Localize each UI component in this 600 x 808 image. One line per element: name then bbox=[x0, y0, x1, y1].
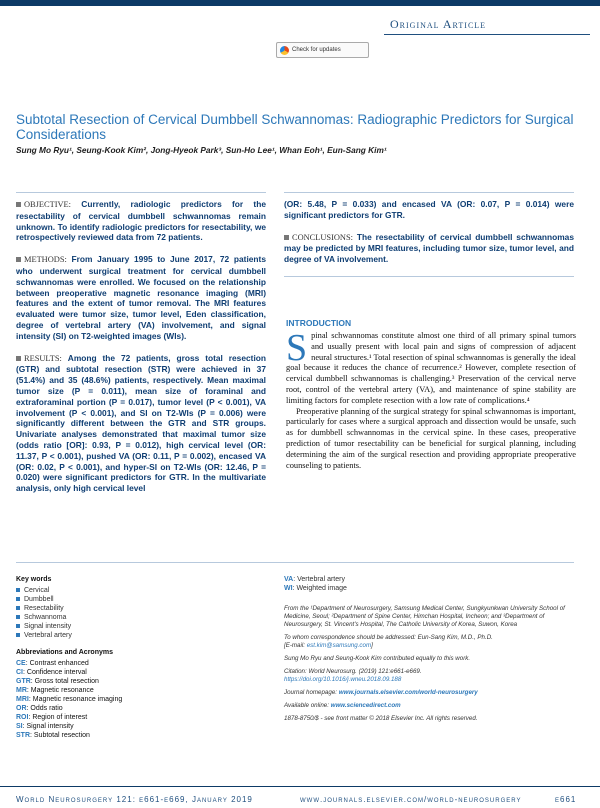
doi-link[interactable]: https://doi.org/10.1016/j.wneu.2018.09.188 bbox=[284, 676, 402, 683]
dropcap: S bbox=[286, 327, 308, 369]
keyword-item: Signal intensity bbox=[16, 622, 266, 631]
abbreviation-item: VA: Vertebral artery bbox=[284, 576, 345, 583]
abbreviation-item: CI: Confidence interval bbox=[16, 669, 87, 676]
abbreviations-heading: Abbreviations and Acronyms bbox=[16, 649, 113, 656]
bullet-icon bbox=[16, 606, 20, 610]
equal-contribution: Sung Mo Ryu and Seung-Kook Kim contributed equally to this work. bbox=[284, 655, 471, 662]
abstract-objective: OBJECTIVE: Currently, radiologic predictors for the resectability of cervical dumbbell schwannomas remain unknown. To identify radiologic predictors for resectability, we retrospectively reviewed data from 72 patients. bbox=[16, 199, 266, 243]
abstract-results-cont: (OR: 5.48, P = 0.033) and encased VA (OR: 0.07, P = 0.014) were significant predictors for GTR. bbox=[284, 199, 574, 220]
abbreviation-item: MRI: Magnetic resonance imaging bbox=[16, 696, 123, 703]
footer-url[interactable]: www.journals.elsevier.com/world-neurosurgery bbox=[300, 795, 522, 804]
keyword-item: Dumbbell bbox=[16, 595, 266, 604]
article-notes bbox=[284, 575, 574, 728]
abbreviation-item: GTR: Gross total resection bbox=[16, 678, 99, 685]
introduction-heading: INTRODUCTION bbox=[286, 318, 352, 328]
correspondence: To whom correspondence should be addressed: Eun-Sang Kim, M.D., Ph.D. [E-mail: est.kim@samsung.com] bbox=[284, 634, 493, 649]
article-title: Subtotal Resection of Cervical Dumbbell Schwannomas: Radiographic Predictors for Surgical Considerations bbox=[16, 112, 574, 142]
introduction-text: Spinal schwannomas constitute almost one third of all primary spinal tumors and usually present with local pain and signs of compression of adjacent neural structures.¹ Total resection of spinal schwannomas is generally the ideal goal because it reduces the chance of recurrence.² However, complete resection of cervical dumbbell schwannomas is challenging.³ Preservation of the cervical nerve root, control of the vertebral artery (VA), and maintenance of spine stability are limiting factors for complete resection with a low rate of complications.⁴ Preoperative planning of the surgical strategy for spinal schwannomas is important, particularly for cases where a surgical approach and dissection would be unsafe, such as for dumbbell schwannomas in the cervical spine. In these cases, preoperative prediction of tumor resectability can be beneficial for surgical planning, including determining the aim of the surgical resection and providing appropriate preoperative counseling to patients. bbox=[286, 327, 576, 470]
keyword-item: Resectability bbox=[16, 604, 266, 613]
footer-page: e661 bbox=[555, 795, 577, 804]
check-updates-label: Check for updates bbox=[292, 47, 341, 53]
footer-journal: World Neurosurgery 121: e661-e669, January 2019 bbox=[16, 795, 253, 804]
abstract-left bbox=[16, 192, 266, 505]
check-updates-button[interactable] bbox=[276, 42, 369, 58]
sciencedirect-link[interactable]: www.sciencedirect.com bbox=[330, 702, 401, 709]
available-online: Available online: www.sciencedirect.com bbox=[284, 702, 401, 709]
abbreviation-item: WI: Weighted image bbox=[284, 585, 347, 592]
abstract-methods: METHODS: From January 1995 to June 2017, 72 patients who underwent surgical treatment for cervical dumbbell schwannomas were enrolled. We focused on the relationship between preoperative magnetic resonance imaging (MRI) features and the extent of tumor removal. The MRI features evaluated were tumor size, tumor level, Eden classification, degree of vertebral artery (VA) involvement, and signal intensity (SI) on T2-weighted images (WIs). bbox=[16, 254, 266, 341]
bullet-icon bbox=[16, 597, 20, 601]
abbreviation-item: MR: Magnetic resonance bbox=[16, 687, 94, 694]
keywords-box bbox=[16, 575, 266, 740]
abbreviation-item: OR: Odds ratio bbox=[16, 705, 63, 712]
copyright: 1878-8750/$ - see front matter © 2018 Elsevier Inc. All rights reserved. bbox=[284, 715, 478, 722]
abstract-rule bbox=[16, 192, 266, 193]
abbreviation-item: STR: Subtotal resection bbox=[16, 732, 90, 739]
bullet-icon bbox=[16, 633, 20, 637]
abbreviation-item: ROI: Region of interest bbox=[16, 714, 88, 721]
bullet-icon bbox=[16, 624, 20, 628]
lower-rule bbox=[16, 562, 574, 563]
top-bar bbox=[0, 0, 600, 6]
article-type: Original Article bbox=[390, 17, 487, 31]
citation: Citation: World Neurosurg. (2019) 121:e661-e669. https://doi.org/10.1016/j.wneu.2018.09.188 bbox=[284, 668, 422, 683]
keywords-heading: Key words bbox=[16, 576, 52, 583]
homepage-link[interactable]: www.journals.elsevier.com/world-neurosurgery bbox=[338, 689, 478, 696]
keyword-item: Schwannoma bbox=[16, 613, 266, 622]
bullet-icon bbox=[16, 588, 20, 592]
header-rule bbox=[384, 34, 590, 35]
abstract-right bbox=[284, 192, 574, 277]
abstract-conclusions: CONCLUSIONS: The resectability of cervical dumbbell schwannomas may be predicted by MRI features, including tumor size, tumor level, and degree of VA involvement. bbox=[284, 231, 574, 265]
author-list: Sung Mo Ryu¹, Seung-Kook Kim², Jong-Hyeok Park³, Sun-Ho Lee¹, Whan Eoh¹, Eun-Sang Kim¹ bbox=[16, 145, 387, 155]
abbreviation-item: CE: Contrast enhanced bbox=[16, 660, 89, 667]
crossmark-icon bbox=[280, 46, 289, 55]
keyword-item: Cervical bbox=[16, 586, 266, 595]
abbreviation-item: SI: Signal intensity bbox=[16, 723, 74, 730]
journal-homepage: Journal homepage: www.journals.elsevier.com/world-neurosurgery bbox=[284, 689, 478, 696]
bullet-icon bbox=[16, 615, 20, 619]
affiliations: From the ¹Department of Neurosurgery, Samsung Medical Center, Sungkyunkwan University School of Medicine, Seoul; ²Department of Spine Center, Himchan Hospital, Incheon; and ³Department of Neurosurgery, St. Vincent's Hospital, The Catholic University of Korea, Suwon, Korea bbox=[284, 605, 565, 628]
footer-rule bbox=[0, 786, 600, 787]
email-link[interactable]: est.kim@samsung.com bbox=[306, 642, 372, 649]
keyword-item: Vertebral artery bbox=[16, 631, 266, 640]
abstract-results: RESULTS: Among the 72 patients, gross total resection (GTR) and subtotal resection (STR) were achieved in 37 (51.4%) and 35 (48.6%) patients, respectively. Mean maximal tumor size (P = 0.011), mean size of foraminal and extraforaminal portion (P = 0.017), tumor level (P < 0.001), VA involvement (P < 0.001), and SI on T2-WIs (P = 0.006) were significantly different between the GTR and STR groups. Univariate analyses demonstrated that maximal tumor size (odds ratio [OR]: 0.93, P = 0.012), high cervical level (OR: 11.37, P < 0.001), pushed VA (OR: 0.11, P = 0.002), encased VA (OR: 0.02, P < 0.001), and hyper-SI on T2-WIs (OR: 12.46, P = 0.020) were significant predictors for GTR. In the multivariate analysis, only high cervical level bbox=[16, 352, 267, 494]
